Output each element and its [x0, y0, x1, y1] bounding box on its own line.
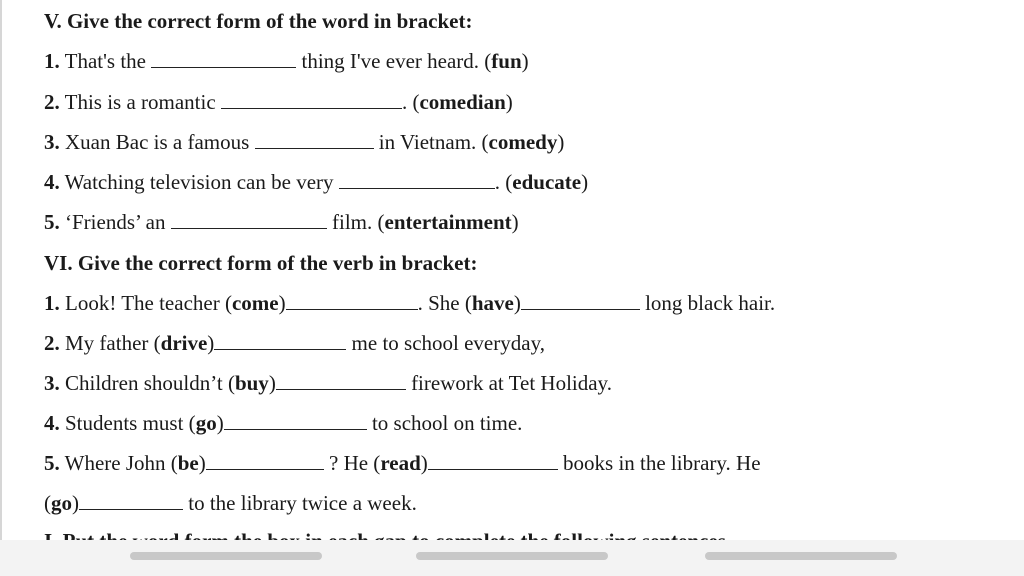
item-text: ) — [581, 170, 589, 194]
verb-cue: read — [380, 451, 421, 475]
item-text: ( — [44, 491, 51, 515]
item-number: 1. — [44, 49, 60, 73]
section-vi-item-5 — [44, 450, 761, 476]
section-v-item-3 — [44, 129, 564, 155]
item-text: ) — [278, 291, 286, 315]
section-vi-item-3 — [44, 370, 612, 396]
item-text: That's the — [64, 49, 146, 73]
item-text: ) — [511, 210, 519, 234]
item-text: ) — [207, 331, 215, 355]
bottom-navigation-bar — [0, 540, 1024, 576]
item-number: 2. — [44, 331, 60, 355]
item-text: ? He ( — [329, 451, 381, 475]
answer-blank[interactable] — [286, 291, 418, 310]
verb-cue: be — [177, 451, 199, 475]
answer-blank[interactable] — [214, 331, 346, 350]
item-text: ‘Friends’ an — [65, 210, 166, 234]
section-v-item-1 — [44, 48, 529, 74]
word-cue: comedian — [419, 90, 506, 114]
verb-cue: go — [195, 411, 217, 435]
item-text: me to school everyday, — [351, 331, 545, 355]
verb-cue: drive — [160, 331, 208, 355]
item-text: ) — [216, 411, 224, 435]
section-vi-item-4 — [44, 410, 522, 436]
section-v-heading: V. Give the correct form of the word in bracket: — [44, 9, 473, 33]
section-vi-item-1 — [44, 290, 775, 316]
item-text: Watching television can be very — [64, 170, 334, 194]
item-text: . She ( — [417, 291, 472, 315]
item-text: ) — [557, 130, 565, 154]
section-v-item-2 — [44, 89, 513, 115]
item-number: 5. — [44, 451, 60, 475]
answer-blank[interactable] — [206, 451, 324, 470]
item-text: ) — [198, 451, 206, 475]
verb-cue: go — [51, 491, 72, 515]
word-cue: comedy — [488, 130, 558, 154]
item-text: ) — [420, 451, 428, 475]
page-indicator-3[interactable] — [705, 552, 897, 560]
item-number: 2. — [44, 90, 60, 114]
item-text: Look! The teacher ( — [65, 291, 232, 315]
item-text: Students must ( — [65, 411, 196, 435]
answer-blank[interactable] — [151, 49, 296, 68]
answer-blank[interactable] — [79, 491, 183, 510]
word-cue: fun — [491, 49, 522, 73]
section-v-item-5 — [44, 209, 519, 235]
item-number: 3. — [44, 130, 60, 154]
answer-blank[interactable] — [221, 90, 402, 109]
page-indicator-2[interactable] — [416, 552, 608, 560]
item-number: 1. — [44, 291, 60, 315]
verb-cue: buy — [234, 371, 269, 395]
item-text: long black hair. — [645, 291, 776, 315]
item-text: My father ( — [65, 331, 161, 355]
word-cue: educate — [512, 170, 582, 194]
item-number: 4. — [44, 170, 60, 194]
page-indicator-1[interactable] — [130, 552, 322, 560]
item-text: Children shouldn’t ( — [65, 371, 235, 395]
item-text: to the library twice a week. — [188, 491, 417, 515]
verb-cue: come — [231, 291, 279, 315]
item-text: ) — [268, 371, 276, 395]
item-number: 4. — [44, 411, 60, 435]
answer-blank[interactable] — [171, 210, 327, 229]
item-text: ) — [72, 491, 79, 515]
answer-blank[interactable] — [339, 170, 495, 189]
item-text: This is a romantic — [64, 90, 216, 114]
word-cue: entertainment — [384, 210, 512, 234]
item-text: ) — [521, 49, 529, 73]
verb-cue: have — [471, 291, 514, 315]
section-vi-item-5-continuation — [44, 490, 417, 516]
item-text: firework at Tet Holiday. — [411, 371, 612, 395]
worksheet — [44, 0, 1014, 540]
item-text: to school on time. — [371, 411, 523, 435]
section-v-item-4 — [44, 169, 588, 195]
item-text: film. ( — [332, 210, 385, 234]
section-vi-heading: VI. Give the correct form of the verb in bracket: — [44, 251, 478, 275]
item-text: . ( — [401, 90, 420, 114]
section-vi-item-2 — [44, 330, 545, 356]
item-text: ) — [513, 291, 521, 315]
item-number: 5. — [44, 210, 60, 234]
answer-blank[interactable] — [224, 411, 367, 430]
answer-blank[interactable] — [428, 451, 558, 470]
answer-blank[interactable] — [255, 130, 374, 149]
item-number: 3. — [44, 371, 60, 395]
item-text: Xuan Bac is a famous — [65, 130, 250, 154]
item-text: Where John ( — [64, 451, 178, 475]
item-text: . ( — [494, 170, 513, 194]
page-left-edge — [0, 0, 2, 540]
answer-blank[interactable] — [521, 291, 640, 310]
item-text: in Vietnam. ( — [378, 130, 489, 154]
answer-blank[interactable] — [276, 371, 406, 390]
item-text: books in the library. He — [563, 451, 761, 475]
item-text: ) — [505, 90, 513, 114]
item-text: thing I've ever heard. ( — [301, 49, 492, 73]
